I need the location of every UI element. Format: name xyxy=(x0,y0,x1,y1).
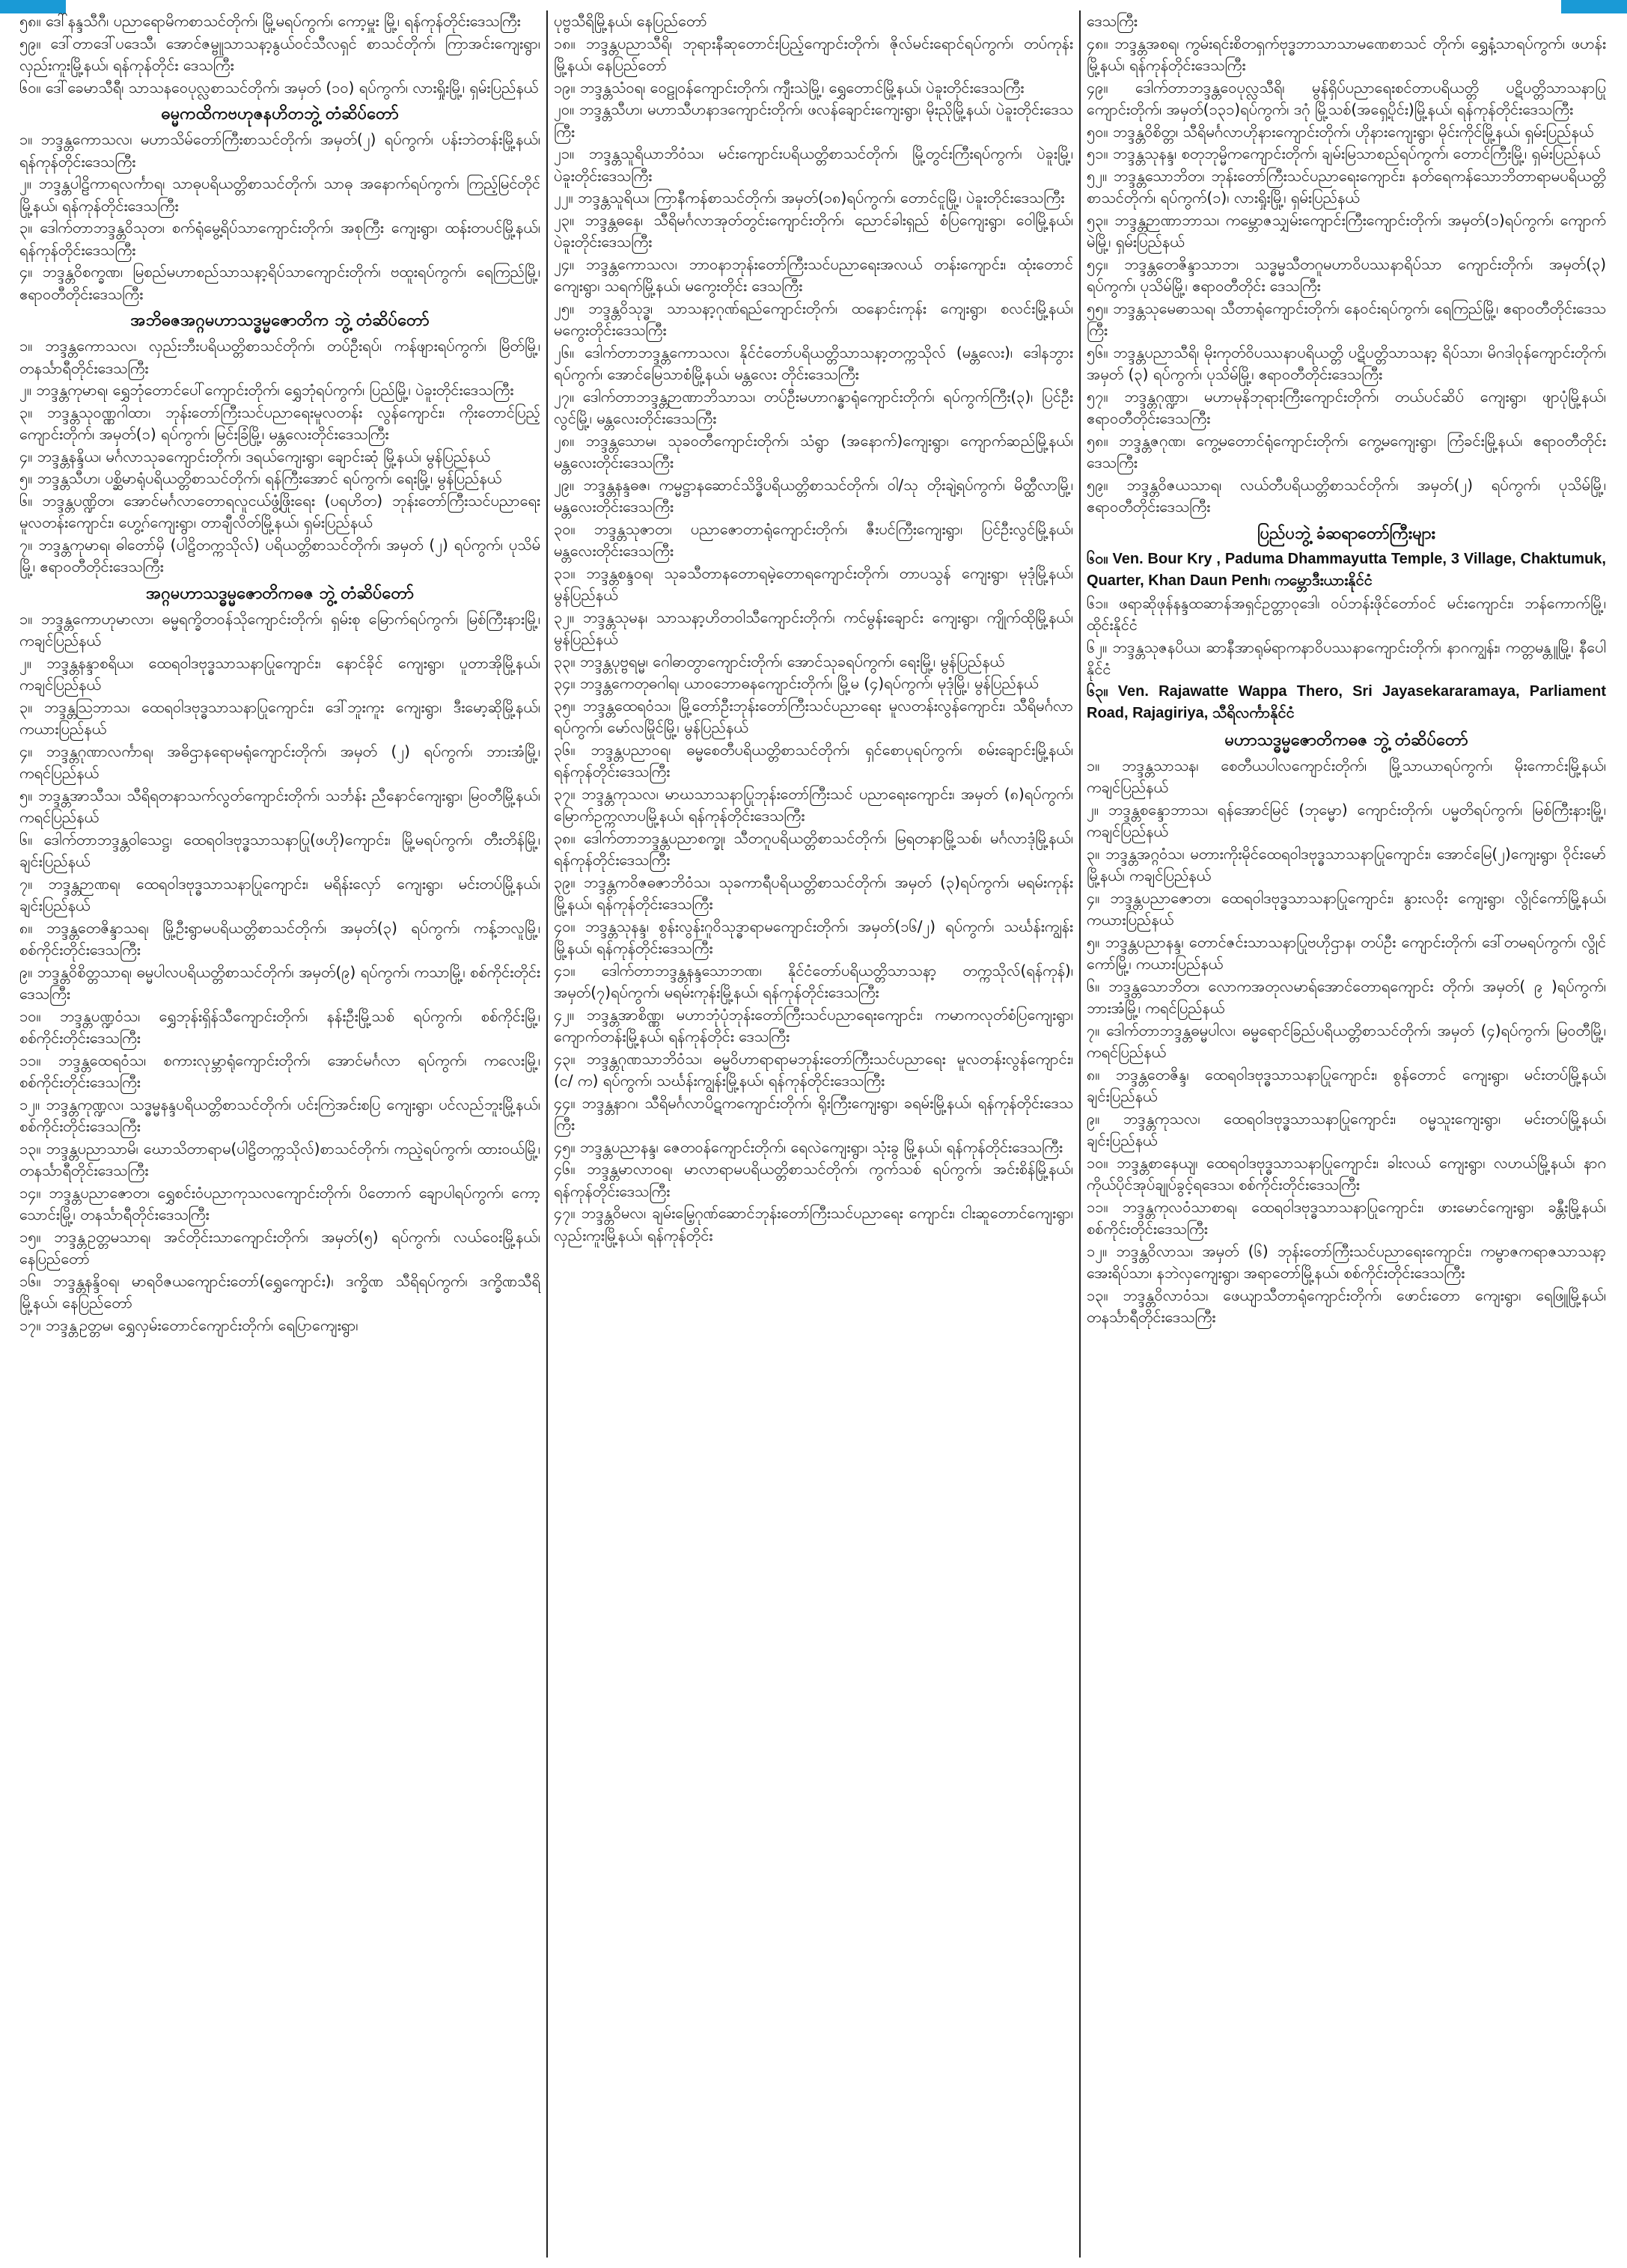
list-item: ၆၃။ Ven. Rajawatte Wappa Thero, Sri Jayasekararamaya, Parliament Road, Rajagiriya, သီရိလင်္ကာနိုင်ငံ xyxy=(1087,682,1606,721)
list-item: ၅။ ဘဒ္ဒန္တအာသီသ၊ သီရိရတနာသက်လွတ်ကျောင်းတိုက်၊ သင်္ဘန်း ညီနောင်ကျေးရွာ၊ မြဝတီမြို့နယ်၊ ကရင်ပြည်နယ် xyxy=(19,786,540,826)
section-heading: ဓမ္မကထိကဗဟုဇနဟိတဘွဲ့ တံဆိပ်တော် xyxy=(161,105,399,123)
list-item: ၃၉။ ဘဒ္ဒန္တကဝိဇဓဇာဘိဝံသ၊ သုခကာရီပရိယတ္တိစာသင်တိုက်၊ အမှတ် (၃)ရပ်ကွက်၊ မရမ်းကုန်းမြို့နယ်၊ ရန်ကုန်တိုင်းဒေသကြီး xyxy=(554,872,1073,913)
list-item: ၂၂။ ဘဒ္ဒန္တသူရိယ၊ ကြာနီကန်စာသင်တိုက်၊ အမှတ်(၁၈)ရပ်ကွက်၊ တောင်ငူမြို့၊ ပဲခူးတိုင်းဒေသကြီး xyxy=(554,189,1065,207)
list-item: ၄၂။ ဘဒ္ဒန္တအာစိဏ္ဏ၊ မဟာဘုံပုံဘုန်းတော်ကြီးသင်ပညာရေးကျောင်း၊ ကမာကလုတ်စံပြကျေးရွာ၊ ကျောက်တန်းမြို့နယ်၊ ရန်ကုန်တိုင်း ဒေသကြီး xyxy=(554,1005,1073,1045)
list-item: ၈။ ဘဒ္ဒန္တတေဇိန္ဒ၊ ထေရဝါဒဗုဒ္ဓသာသနာပြုကျောင်း၊ စွန်တောင် ကျေးရွာ၊ မင်းတပ်မြို့နယ်၊ ချင်းပြည်နယ် xyxy=(1087,1065,1606,1105)
list-item: ၅။ ဘဒ္ဒန္တပညာနန္ဒ၊ တောင်ဇင်းသာသနာပြုဗဟိုဌာန၊ တပ်ဦး ကျောင်းတိုက်၊ ဒေါ်တမရပ်ကွက်၊ လွိုင်ကော်မြို့၊ ကယားပြည်နယ် xyxy=(1087,932,1606,973)
list-item: ၅၉။ ဘဒ္ဒန္တဝိဇယသာရ၊ လယ်တီပရိယတ္တိစာသင်တိုက်၊ အမှတ်(၂) ရပ်ကွက်၊ ပုသိမ်မြို့၊ ဧရာဝတီတိုင်းဒေသကြီး xyxy=(1087,475,1606,516)
list-item: ၆။ ဒေါက်တာဘဒ္ဒန္တဝါသေဋ္ဌ၊ ထေရဝါဒဗုဒ္ဓသာသနာပြု(ဖဟို)ကျောင်း၊ မြို့မရပ်ကွက်၊ တီးတိန်မြို့၊ ချင်းပြည်နယ် xyxy=(19,830,540,870)
list-item: ၅၂။ ဘဒ္ဒန္တသောဘိတ၊ ဘုန်းတော်ကြီးသင်ပညာရေးကျောင်း၊ နတ်ရေကန်သောဘိတာရာမပရိယတ္တိ စာသင်တိုက်၊ ရပ်ကွက်(၁)၊ လားရှိုးမြို့၊ ရှမ်းပြည်နယ် xyxy=(1087,166,1606,207)
list-item: ၅၅။ ဘဒ္ဒန္တသုမေဓာသရ၊ သီတာရုံကျောင်းတိုက်၊ နေဝင်းရပ်ကွက်၊ ရေကြည်မြို့၊ ဧရာဝတီတိုင်းဒေသကြီး xyxy=(1087,299,1606,339)
list-item: ၁၉။ ဘဒ္ဒန္တသံဝရ၊ ဝေဠုဝန်ကျောင်းတိုက်၊ ကျီးသဲမြို့၊ ရွှေတောင်မြို့နယ်၊ ပဲခူးတိုင်းဒေသကြီး xyxy=(554,78,1025,97)
list-item: ၉။ ဘဒ္ဒန္တဝိစိတ္တသာရ၊ ဓမ္မပါလပရိယတ္တိစာသင်တိုက်၊ အမှတ်(၉) ရပ်ကွက်၊ ကသာမြို့၊ စစ်ကိုင်းတိုင်းဒေသကြီး xyxy=(19,962,540,1003)
list-item: ၉။ ဘဒ္ဒန္တကုသလ၊ ထေရဝါဒဗုဒ္ဓသာသနာပြုကျောင်း၊ ဝမ္မသူးကျေးရွာ၊ မင်းတပ်မြို့နယ်၊ ချင်းပြည်နယ် xyxy=(1087,1109,1606,1149)
list-item: ၃၆။ ဘဒ္ဒန္တပညာဝရ၊ ဓမ္မစေတီပရိယတ္တိစာသင်တိုက်၊ ရှင်စောပုရပ်ကွက်၊ စမ်းချောင်းမြို့နယ်၊ ရန်ကုန်တိုင်းဒေသကြီး xyxy=(554,740,1073,780)
list-item: ၅၈။ ဒေါ်နန္ဒသီဂီ၊ ပညာရောမိကစာသင်တိုက်၊ မြို့မရပ်ကွက်၊ ကော့မှူး မြို့၊ ရန်ကုန်တိုင်းဒေသကြီး xyxy=(19,12,521,30)
list-item: ၁၇။ ဘဒ္ဒန္တဥတ္တမ၊ ရွှေလှမ်းတောင်ကျောင်းတိုက်၊ ရေပြာကျေးရွာ၊ xyxy=(19,1315,358,1334)
list-item: ၄၀။ ဘဒ္ဒန္တသုနန္ဒ၊ စွန်းလွန်းဂူဝိသုဒ္ဓာရာမကျောင်းတိုက်၊ အမှတ်(၁၆/၂) ရပ်ကွက်၊ သင်္ဃန်းကျွန်းမြို့နယ်၊ ရန်ကုန်တိုင်းဒေသကြီး xyxy=(554,917,1073,957)
list-item: ၂။ ဘဒ္ဒန္တပါဠိကာရလင်္ကာရ၊ သာဓုပရိယတ္တိစာသင်တိုက်၊ သာဓု အနောက်ရပ်ကွက်၊ ကြည့်မြင်တိုင်မြို့နယ်၊ ရန်ကုန်တိုင်းဒေသကြီး xyxy=(19,174,540,215)
list-item: ၂။ ဘဒ္ဒန္တနန္ဒာစရိယ၊ ထေရဝါဒဗုဒ္ဓသာသနာပြုကျောင်း၊ နောင်ခိုင် ကျေးရွာ၊ ပူတာအိုမြို့နယ်၊ ကချင်ပြည်နယ် xyxy=(19,653,540,694)
list-item: ၁။ ဘဒ္ဒန္တသာသန၊ စေတီယပါလကျောင်းတိုက်၊ မြို့သာယာရပ်ကွက်၊ မိုးကောင်းမြို့နယ်၊ ကချင်ပြည်နယ် xyxy=(1087,756,1606,796)
list-item: ၃၀။ ဘဒ္ဒန္တသုဇာတ၊ ပညာဇောတာရုံကျောင်းတိုက်၊ ဇီးပင်ကြီးကျေးရွာ၊ ပြင်ဦးလွင်မြို့နယ်၊ မန္တလေးတိုင်းဒေသကြီး xyxy=(554,519,1073,560)
list-item: ၁၈။ ဘဒ္ဒန္တပညာသီရိ၊ ဘုရားနီဆုတောင်းပြည့်ကျောင်းတိုက်၊ ဇိုလ်မင်းရောင်ရပ်ကွက်၊ တပ်ကုန်းမြို့နယ်၊ နေပြည်တော် xyxy=(554,34,1073,74)
list-item: ၂၉။ ဘဒ္ဒန္တနန္ဒဓဇ၊ ကမ္မဋ္ဌာနဆောင်သိဒ္ဓိပရိယတ္တိစာသင်တိုက်၊ ဝါ/သု တိုးချဲ့ရပ်ကွက်၊ မိတ္ထီလာမြို့၊ မန္တလေးတိုင်းဒေသကြီး xyxy=(554,475,1073,516)
list-item: ၁။ ဘဒ္ဒန္တကောဟုမာလာ၊ ဓမ္မရက္ခိတဝန်သိုကျောင်းတိုက်၊ ရှမ်းစု မြောက်ရပ်ကွက်၊ မြစ်ကြီးနားမြို့၊ ကချင်ပြည်နယ် xyxy=(19,609,540,649)
list-item: ပုဗ္ဗသီရိမြို့နယ်၊ နေပြည်တော် xyxy=(554,12,707,30)
list-item: ၄။ ဘဒ္ဒန္တနန္ဒိယ၊ မင်္ဂလာသုခကျောင်းတိုက်၊ ဒရယ်ကျေးရွာ၊ ချောင်းဆုံ မြို့နယ်၊ မွန်ပြည်နယ် xyxy=(19,447,490,465)
list-item: ၅၁။ ဘဒ္ဒန္တသုနန္ဒ၊ စတုဘုမ္မိကကျောင်းတိုက်၊ ချမ်းမြသာစည်ရပ်ကွက်၊ တောင်ကြီးမြို့၊ ရှမ်းပြည်နယ် xyxy=(1087,144,1601,162)
list-item: ၃၇။ ဘဒ္ဒန္တကုသလ၊ မာဃသာသနာပြုဘုန်းတော်ကြီးသင် ပညာရေးကျောင်း၊ အမှတ် (၈)ရပ်ကွက်၊ မြောက်ဥက္ကလာပမြို့နယ်၊ ရန်ကုန်တိုင်းဒေသကြီး xyxy=(554,784,1073,825)
list-item: ၃၈။ ဒေါက်တာဘဒ္ဒန္တပညာစက္ခု၊ သီတဂူပရိယတ္တိစာသင်တိုက်၊ မြရတနာမြို့သစ်၊ မင်္ဂလာဒုံမြို့နယ်၊ ရန်ကုန်တိုင်းဒေသကြီး xyxy=(554,828,1073,869)
section-heading: ပြည်ပဘွဲ့ ခံဆရာတော်ကြီးများ xyxy=(1257,524,1436,543)
list-item: ၁၄။ ဘဒ္ဒန္တပညာဇောတ၊ ရွှေစင်းဝံပညာကုသလကျောင်းတိုက်၊ ပိတောက် ချောပါရပ်ကွက်၊ ကော့သောင်းမြို့၊ တနင်္သာရီတိုင်းဒေသကြီး xyxy=(19,1183,540,1223)
list-item: ၄။ ဘဒ္ဒန္တဂုဏာလင်္ကာရ၊ အဓိဌာနရောမရုံကျောင်းတိုက်၊ အမှတ် (၂) ရပ်ကွက်၊ ဘားအံမြို့၊ ကရင်ပြည်နယ် xyxy=(19,742,540,782)
list-item: ၁၀။ ဘဒ္ဒန္တစာနေယျ၊ ထေရဝါဒဗုဒ္ဓသာသနာပြုကျောင်း၊ ခါးလယ် ကျေးရွာ၊ လဟယ်မြို့နယ်၊ နာဂကိုယ်ပိုင်အုပ်ချုပ်ခွင့်ရဒေသ၊ စစ်ကိုင်းတိုင်းဒေသကြီး xyxy=(1087,1153,1606,1193)
list-item: ၁၃။ ဘဒ္ဒန္တဝိလာဝံသ၊ ဖေယျာသီတာရုံကျောင်းတိုက်၊ ဖောင်းတော ကျေးရွာ၊ ရေဖြူမြို့နယ်၊ တနင်္သာရီတိုင်းဒေသကြီး xyxy=(1087,1286,1606,1326)
list-item: ၃၅။ ဘဒ္ဒန္တထေရဝံသ၊ မြို့တော်ဦးဘုန်းတော်ကြီးသင်ပညာရေး မူလတန်းလွန်ကျောင်း၊ သီရိမင်္ဂလာရပ်ကွက်၊ မော်လမြိုင်မြို့၊ မွန်ပြည်နယ် xyxy=(554,696,1073,736)
list-item: ၁၆။ ဘဒ္ဒန္တနန္ဒိဝရ၊ မာရဝိဇယကျောင်းတော်(ရွှေကျောင်း)၊ ဒက္ခိဏ သီရိရပ်ကွက်၊ ဒက္ခိဏသီရိမြို့နယ်၊ နေပြည်တော် xyxy=(19,1271,540,1312)
list-item: ၄၅။ ဘဒ္ဒန္တပညာနန္ဒ၊ ဇေတဝန်ကျောင်းတိုက်၊ ရေလဲကျေးရွာ၊ သုံးခွ မြို့နယ်၊ ရန်ကုန်တိုင်းဒေသကြီး xyxy=(554,1137,1063,1156)
list-item: ၅၃။ ဘဒ္ဒန္တဉာဏာဘာသ၊ ကမ္ဘောဇသျှမ်းကျောင်းကြီးကျောင်းတိုက်၊ အမှတ်(၁)ရပ်ကွက်၊ ကျောက်မဲမြို့၊ ရှမ်းပြည်နယ် xyxy=(1087,210,1606,251)
list-item: ၂၈။ ဘဒ္ဒန္တသောမ၊ သုခဝတီကျောင်းတိုက်၊ သံရွာ (အနောက်)ကျေးရွာ၊ ကျောက်ဆည်မြို့နယ်၊ မန္တလေးတိုင်းဒေသကြီး xyxy=(554,431,1073,471)
list-item: ၂။ ဘဒ္ဒန္တစန္ဒောဘာသ၊ ရန်အောင်မြင် (ဘုမ္မော) ကျောင်းတိုက်၊ ပမ္မတိရပ်ကွက်၊ မြစ်ကြီးနားမြို့၊ ကချင်ပြည်နယ် xyxy=(1087,800,1606,840)
list-item: ၁၁။ ဘဒ္ဒန္တကုလဝံသာစာရ၊ ထေရဝါဒဗုဒ္ဓသာသနာပြုကျောင်း၊ ဖားမောင်ကျေးရွာ၊ ခန္တီးမြို့နယ်၊ စစ်ကိုင်းတိုင်းဒေသကြီး xyxy=(1087,1197,1606,1238)
list-item: ၈။ ဘဒ္ဒန္တတေဇိန္ဒာသရ၊ မြို့ဦးရွာမပရိယတ္တိစာသင်တိုက်၊ အမှတ်(၃) ရပ်ကွက်၊ ကန့်ဘလူမြို့၊ စစ်ကိုင်းတိုင်းဒေသကြီး xyxy=(19,918,540,959)
list-item: ၄၈။ ဘဒ္ဒန္တအစရ၊ ကွမ်းရင်းစိတရှက်ဗုဒ္ဓဘာသာသာမဏေစာသင် တိုက်၊ ရွှေနံ့သာရပ်ကွက်၊ ဖဟန်းမြို့နယ်၊ ရန်ကုန်တိုင်းဒေသကြီး xyxy=(1087,34,1606,74)
list-item: ၅၀။ ဘဒ္ဒန္တဝိစိတ္တ၊ သီရိမင်္ဂလာဟိုနားကျောင်းတိုက်၊ ဟိုနားကျေးရွာ၊ မိုင်းကိုင်မြို့နယ်၊ ရှမ်းပြည်နယ် xyxy=(1087,122,1594,141)
newspaper-page xyxy=(13,10,1614,2258)
list-item: ၄၄။ ဘဒ္ဒန္တနာဂ၊ သီရိမင်္ဂလာပိဋကကျောင်းတိုက်၊ ရိုးကြီးကျေးရွာ၊ ခရမ်းမြို့နယ်၊ ရန်ကုန်တိုင်းဒေသကြီး xyxy=(554,1093,1073,1134)
list-item: ၇။ ဘဒ္ဒန္တဉာဏရ၊ ထေရဝါဒဗုဒ္ဓသာသနာပြုကျောင်း၊ မရိန်းလှော် ကျေးရွာ၊ မင်းတပ်မြို့နယ်၊ ချင်းပြည်နယ် xyxy=(19,874,540,914)
list-item: ၃။ ဒေါက်တာဘဒ္ဒန္တဝိသုတ၊ စက်ရုံမွေ့ရိပ်သာကျောင်းတိုက်၊ အစုကြီး ကျေးရွာ၊ ထန်းတပင်မြို့နယ်၊ ရန်ကုန်တိုင်းဒေသကြီး xyxy=(19,218,540,259)
list-item: ၂၅။ ဘဒ္ဒန္တဝိသုဒ္ဓ၊ သာသနာ့ဂုဏ်ရည်ကျောင်းတိုက်၊ ထနောင်းကုန်း ကျေးရွာ၊ စလင်းမြို့နယ်၊ မကွေးတိုင်းဒေသကြီး xyxy=(554,299,1073,339)
list-item: ၂၄။ ဘဒ္ဒန္တကောသလ၊ ဘာဝနာဘုန်းတော်ကြီးသင်ပညာရေးအလယ် တန်းကျောင်း၊ ထုံးတောင်ကျေးရွာ၊ သရက်မြို့နယ်၊ မကွေးတိုင်း ဒေသကြီး xyxy=(554,254,1073,295)
list-item: ၂၃။ ဘဒ္ဒန္တဓနေ၊ သီရိမင်္ဂလာအုတ်တွင်းကျောင်းတိုက်၊ ညောင်ခါးရှည် စံပြကျေးရွာ၊ ဝေါမြို့နယ်၊ ပဲခူးတိုင်းဒေသကြီး xyxy=(554,210,1073,251)
list-item: ၃၃။ ဘဒ္ဒန္တပုဗ္ဗရမ္မ၊ ဂေါဓာတွာကျောင်းတိုက်၊ အောင်သုခရပ်ကွက်၊ ရေးမြို့၊ မွန်ပြည်နယ် xyxy=(554,652,1005,670)
list-item: ၁၀။ ဘဒ္ဒန္တပဏ္ဍဝံသ၊ ရွှေဘုန်းရှိန်သီကျောင်းတိုက်၊ နန်းဦးမြို့သစ် ရပ်ကွက်၊ စစ်ကိုင်းမြို့၊ စစ်ကိုင်းတိုင်းဒေသကြီး xyxy=(19,1006,540,1047)
list-item: ၇။ ဒေါက်တာဘဒ္ဒန္တဓမ္မပါလ၊ ဓမ္မရောင်ခြည်ပရိယတ္တိစာသင်တိုက်၊ အမှတ် (၄)ရပ်ကွက်၊ မြဝတီမြို့၊ ကရင်ပြည်နယ် xyxy=(1087,1021,1606,1061)
list-item: ၅၈။ ဘဒ္ဒန္တဇဂုဏ၊ ကွေ့မတောင်ရုံကျောင်းတိုက်၊ ကွေ့မကျေးရွာ၊ ကြံခင်းမြို့နယ်၊ ဧရာဝတီတိုင်းဒေသကြီး xyxy=(1087,431,1606,471)
list-item: ၁။ ဘဒ္ဒန္တကောသလ၊ လှည်းဘီးပရိယတ္တိစာသင်တိုက်၊ တပ်ဦးရပ်၊ ကန်ဖျားရပ်ကွက်၊ မြိတ်မြို့၊ တနင်္သာရီတိုင်းဒေသကြီး xyxy=(19,337,540,377)
list-item: ၆၀။ ဒေါ်ခေမာသီရီ၊ သာသနဝေပုလ္လစာသင်တိုက်၊ အမှတ် (၁၀) ရပ်ကွက်၊ လားရှိုးမြို့၊ ရှမ်းပြည်နယ် xyxy=(19,78,539,97)
list-item: ၅၆။ ဘဒ္ဒန္တပညာသီရိ၊ မိုးကုတ်ဝိပဿနာပရိယတ္တိ ပဋိပတ္တိသာသနာ့ ရိပ်သာ၊ မိဂဒါဝုန်ကျောင်းတိုက်၊ အမှတ် (၃) ရပ်ကွက်၊ ပုသိမ်မြို့၊ ဧရာဝတီတိုင်းဒေသကြီး xyxy=(1087,343,1606,383)
list-item: ၁။ ဘဒ္ဒန္တကောသလ၊ မဟာသိမ်တော်ကြီးစာသင်တိုက်၊ အမှတ်(၂) ရပ်ကွက်၊ ပန်းဘဲတန်းမြို့နယ်၊ ရန်ကုန်တိုင်းဒေသကြီး xyxy=(19,130,540,171)
list-item: ၁၂။ ဘဒ္ဒန္တဝိလာသ၊ အမှတ် (၆) ဘုန်းတော်ကြီးသင်ပညာရေးကျောင်း၊ ကမ္ဗာဇကရာဇသာသနာ့အေးရိပ်သာ၊ နဘဲလှကျေးရွာ၊ အရာတော်မြို့နယ်၊ စစ်ကိုင်းတိုင်းဒေသကြီး xyxy=(1087,1241,1606,1282)
list-item: ၅၇။ ဘဒ္ဒန္တဂုဏ္ဍာ၊ မဟာမုနိဘုရားကြီးကျောင်းတိုက်၊ တယ်ပင်ဆိပ် ကျေးရွာ၊ ဖျာပုံမြို့နယ်၊ ဧရာဝတီတိုင်းဒေသကြီး xyxy=(1087,387,1606,427)
list-item: ၁၅။ ဘဒ္ဒန္တဥတ္တမသာရ၊ အင်တိုင်းသာကျောင်းတိုက်၊ အမှတ်(၅) ရပ်ကွက်၊ လယ်ဝေးမြို့နယ်၊ နေပြည်တော် xyxy=(19,1227,540,1268)
list-item: ဒေသကြီး xyxy=(1087,12,1138,30)
list-item: ၇။ ဘဒ္ဒန္တကုမာရ၊ ဓါတော်မှိ (ပါဠိတက္ကသိုလ်) ပရိယတ္တိစာသင်တိုက်၊ အမှတ် (၂) ရပ်ကွက်၊ ပုသိမ်မြို့၊ ဧရာဝတီတိုင်းဒေသကြီး xyxy=(19,535,540,575)
list-item: ၃။ ဘဒ္ဒန္တသြဘာသ၊ ထေရဝါဒဗုဒ္ဓသာသနာပြုကျောင်း၊ ဒေါ်ဘူးကူး ကျေးရွာ၊ ဒီးမော့ဆိုမြို့နယ်၊ ကယားပြည်နယ် xyxy=(19,697,540,738)
column-right xyxy=(1079,10,1612,2258)
list-item: ၁၂။ ဘဒ္ဒန္တကုဏ္ဍလ၊ သဒ္ဓမ္မနန္ဒပရိယတ္တိစာသင်တိုက်၊ ပင်းကြဲအင်းစပြ ကျေးရွာ၊ ပင်လည်ဘူးမြို့နယ်၊ စစ်ကိုင်းတိုင်းဒေသကြီး xyxy=(19,1095,540,1135)
list-item: ၄၃။ ဘဒ္ဒန္တဂုဏသာဘိဝံသ၊ ဓမ္မဝိဟာရာရာမဘုန်းတော်ကြီးသင်ပညာရေး မူလတန်းလွန်ကျောင်း၊ (င/ က) ရပ်ကွက်၊ သင်္ဃန်းကျွန်းမြို့နယ်၊ ရန်ကုန်တိုင်းဒေသကြီး xyxy=(554,1049,1073,1089)
list-item: ၃၁။ ဘဒ္ဒန္တစန္ဒဝရ၊ သုခသီတာနတောရမဲ့တောရကျောင်းတိုက်၊ တာပသွန် ကျေးရွာ၊ မုဒုံမြို့နယ်၊ မွန်ပြည်နယ် xyxy=(554,563,1073,604)
list-item: ၆၀။ Ven. Bour Kry , Paduma Dhammayutta Temple, 3 Village, Chaktumuk, Quarter, Khan Daun Penh၊ ကမ္ဘောဒီးယားနိုင်ငံ xyxy=(1087,550,1606,589)
list-item: ၃၄။ ဘဒ္ဒန္တကေတုဓဂါရ၊ ယာဝဘောဓနကျောင်းတိုက်၊ မြို့မ (၄)ရပ်ကွက်၊ မုဒုံမြို့၊ မွန်ပြည်နယ် xyxy=(554,674,1039,692)
column-middle xyxy=(546,10,1079,2258)
list-item: ၃။ ဘဒ္ဒန္တသုဝဏ္ဏဂါထာ၊ ဘုန်းတော်ကြီးသင်ပညာရေးမူလတန်း လွန်ကျောင်း၊ ကိုးတောင်ပြည့်ကျောင်းတိုက်၊ အမှတ်(၁) ရပ်ကွက်၊ မြင်းခြံမြို့၊ မန္တလေးတိုင်းဒေသကြီး xyxy=(19,403,540,443)
list-item: ၁၃။ ဘဒ္ဒန္တပညာသာမိ၊ ဃောသိတာရာမ(ပါဠိတက္ကသိုလ်)စာသင်တိုက်၊ ကညဲ့ရပ်ကွက်၊ ထားဝယ်မြို့၊ တနင်္သာရီတိုင်းဒေသကြီး xyxy=(19,1139,540,1179)
list-item: ၅။ ဘဒ္ဒန္တသီဟ၊ ပစ္ဆိမာရုံပရိယတ္တိစာသင်တိုက်၊ ရန်ကြီးအောင် ရပ်ကွက်၊ ရေးမြို့၊ မွန်ပြည်နယ် xyxy=(19,469,502,487)
list-item: ၃၂။ ဘဒ္ဒန္တသုမန၊ သာသနာ့ဟိတဝါသီကျောင်းတိုက်၊ ကင်မွန်းချောင်း ကျေးရွာ၊ ကျိုက်ထိုမြို့နယ်၊ မွန်ပြည်နယ် xyxy=(554,608,1073,648)
list-item: ၃။ ဘဒ္ဒန္တအဂ္ဂဝံသ၊ မတားကိုးမိုင်ထေရဝါဒဗုဒ္ဓသာသနာပြုကျောင်း၊ အောင်မြေ(၂)ကျေးရွာ၊ ဝိုင်းမော်မြို့နယ်၊ ကချင်ပြည်နယ် xyxy=(1087,844,1606,884)
list-item: ၁၁။ ဘဒ္ဒန္တထေရဝံသ၊ စကားလုမ္ဘာရုံကျောင်းတိုက်၊ အောင်မင်္ဂလာ ရပ်ကွက်၊ ကလေးမြို့၊ စစ်ကိုင်းတိုင်းဒေသကြီး xyxy=(19,1051,540,1091)
section-heading: မဟာသဒ္ဓမ္မဇောတိကဓဇ ဘွဲ့ တံဆိပ်တော် xyxy=(1224,730,1468,750)
list-item: ၆၁။ ဖရာဆိုဖုန်နန္ဒထဆာန်အရှင်ဥတ္တာဝုဒေါ၊ ဝပ်ဘန်းဖိုင်တော်ဝင် မင်းကျောင်း၊ ဘန်ကောက်မြို့၊ ထိုင်းနိုင်ငံ xyxy=(1087,593,1606,634)
section-heading: အဘိဓဇအဂ္ဂမဟာသဒ္ဓမ္မဇောတိက ဘွဲ့ တံဆိပ်တော် xyxy=(130,311,430,330)
list-item: ၄၉။ ဒေါက်တာဘဒ္ဒန္တဝေပုလ္လသီရိ၊ မွန်ရှိပ်ပညာရေးစင်တာပရိယတ္တိ ပဋိပတ္တိသာသနာပြုကျောင်းတိုက်၊ အမှတ်(၁၃၁)ရပ်ကွက်၊ ဒဂုံ မြို့သစ်(အရှေ့ပိုင်း)မြို့နယ်၊ ရန်ကုန်တိုင်းဒေသကြီး xyxy=(1087,78,1606,118)
list-item: ၂၁။ ဘဒ္ဒန္တသူရိယာဘိဝံသ၊ မင်းကျောင်းပရိယတ္တိစာသင်တိုက်၊ မြို့တွင်းကြီးရပ်ကွက်၊ ပဲခူးမြို့၊ ပဲခူးတိုင်းဒေသကြီး xyxy=(554,144,1073,185)
list-item: ၄။ ဘဒ္ဒန္တပညာဇောတ၊ ထေရဝါဒဗုဒ္ဓသာသနာပြုကျောင်း၊ နွားလဝိုး ကျေးရွာ၊ လွိုင်ကော်မြို့နယ်၊ ကယားပြည်နယ် xyxy=(1087,888,1606,929)
list-item: ၂၀။ ဘဒ္ဒန္တသီဟ၊ မဟာသီဟနာဒကျောင်းတိုက်၊ ဖလန်ချောင်းကျေးရွာ၊ မိုးညိုမြို့နယ်၊ ပဲခူးတိုင်းဒေသကြီး xyxy=(554,100,1073,141)
list-item: ၅၄။ ဘဒ္ဒန္တတေဇိန္ဒာသာဘ၊ သဒ္ဓမ္မသီတဂူမဟာဝိပဿနာရိပ်သာ ကျောင်းတိုက်၊ အမှတ်(၃) ရပ်ကွက်၊ ပုသိမ်မြို့၊ ဧရာဝတီတိုင်း ဒေသကြီး xyxy=(1087,254,1606,295)
list-item: ၄၇။ ဘဒ္ဒန္တဝိမလ၊ ချမ်းမြေ့ဂုဏ်ဆောင်ဘုန်းတော်ကြီးသင်ပညာရေး ကျောင်း၊ ငါးဆူတောင်ကျေးရွာ၊ လှည်းကူးမြို့နယ်၊ ရန်ကုန်တိုင်း xyxy=(554,1204,1073,1244)
list-item: ၂၇။ ဒေါက်တာဘဒ္ဒန္တဉာဏာဘိသာသ၊ တပ်ဦးမဟာဂန္ဓာရုံကျောင်းတိုက်၊ ရပ်ကွက်ကြီး(၃)၊ ပြင်ဦးလွင်မြို့၊ မန္တလေးတိုင်းဒေသကြီး xyxy=(554,387,1073,427)
list-item: ၅၉။ ဒေါ်တာဒေါ်ပဒေသီ၊ အောင်ဇမ္ဗူသာသနာ့နွယ်ဝင်သီလရှင် စာသင်တိုက်၊ ကြာအင်းကျေးရွာ၊ လှည်းကူးမြို့နယ်၊ ရန်ကုန်တိုင်း ဒေသကြီး xyxy=(19,34,540,74)
section-heading: အဂ္ဂမဟာသဒ္ဓမ္မဇောတိကဓဇ ဘွဲ့ တံဆိပ်တော် xyxy=(146,584,414,603)
list-item: ၆။ ဘဒ္ဒန္တပဏ္ဍိတ၊ အောင်မင်္ဂလာတောရလူငယ်ဖွံ့ဖြိုးရေး (ပရဟိတ) ဘုန်းတော်ကြီးသင်ပညာရေးမူလတန်းကျောင်း၊ ဟွေ့ဂ်ကျေးရွာ၊ တာချီလိတ်မြို့နယ်၊ ရှမ်းပြည်နယ် xyxy=(19,491,540,531)
column-left xyxy=(13,10,546,2258)
list-item: ၂၆။ ဒေါက်တာဘဒ္ဒန္တကောသလ၊ နိုင်ငံတော်ပရိယတ္တိသာသနာ့တက္ကသိုလ် (မန္တလေး)၊ ဒေါနဘွားရပ်ကွက်၊ အောင်မြေသာစံမြို့နယ်၊ မန္တလေး တိုင်းဒေသကြီး xyxy=(554,343,1073,383)
list-item: ၆၂။ ဘဒ္ဒန္တသုဇနပိယ၊ ဆာနီအာရုမ်ရာကနာဝိပဿနာကျောင်းတိုက်၊ နာဂကျွန်း၊ ကတ္တမန္တူမြို့၊ နီပေါနိုင်ငံ xyxy=(1087,638,1606,678)
list-item: ၄။ ဘဒ္ဒန္တဝိစက္ခဏ၊ မြစည်မဟာစည်သာသနာ့ရိပ်သာကျောင်းတိုက်၊ ဗထူးရပ်ကွက်၊ ရေကြည်မြို့၊ ဧရာဝတီတိုင်းဒေသကြီး xyxy=(19,263,540,303)
list-item: ၄၁။ ဒေါက်တာဘဒ္ဒန္တနန္ဒသောဘဏ၊ နိုင်ငံတော်ပရိယတ္တိသာသနာ့ တက္ကသိုလ်(ရန်ကုန်)၊ အမှတ်(၇)ရပ်ကွက်၊ မရမ်းကုန်းမြို့နယ်၊ ရန်ကုန်တိုင်းဒေသကြီး xyxy=(554,961,1073,1001)
list-item: ၂။ ဘဒ္ဒန္တကုမာရ၊ ရွှေဘုံတောင်ပေါ်ကျောင်းတိုက်၊ ရွှေဘုံရပ်ကွက်၊ ပြည်မြို့၊ ပဲခူးတိုင်းဒေသကြီး xyxy=(19,381,514,399)
list-item: ၆။ ဘဒ္ဒန္တသောဘိတ၊ လောကအတုလမာရ်အောင်တောရကျောင်း တိုက်၊ အမှတ်( ၉ )ရပ်ကွက်၊ ဘားအံမြို့၊ ကရင်ပြည်နယ် xyxy=(1087,976,1606,1017)
list-item: ၄၆။ ဘဒ္ဒန္တမာလာဝရ၊ မာလာရာမပရိယတ္တိစာသင်တိုက်၊ ကွက်သစ် ရပ်ကွက်၊ အင်းစိန်မြို့နယ်၊ ရန်ကုန်တိုင်းဒေသကြီး xyxy=(554,1160,1073,1200)
